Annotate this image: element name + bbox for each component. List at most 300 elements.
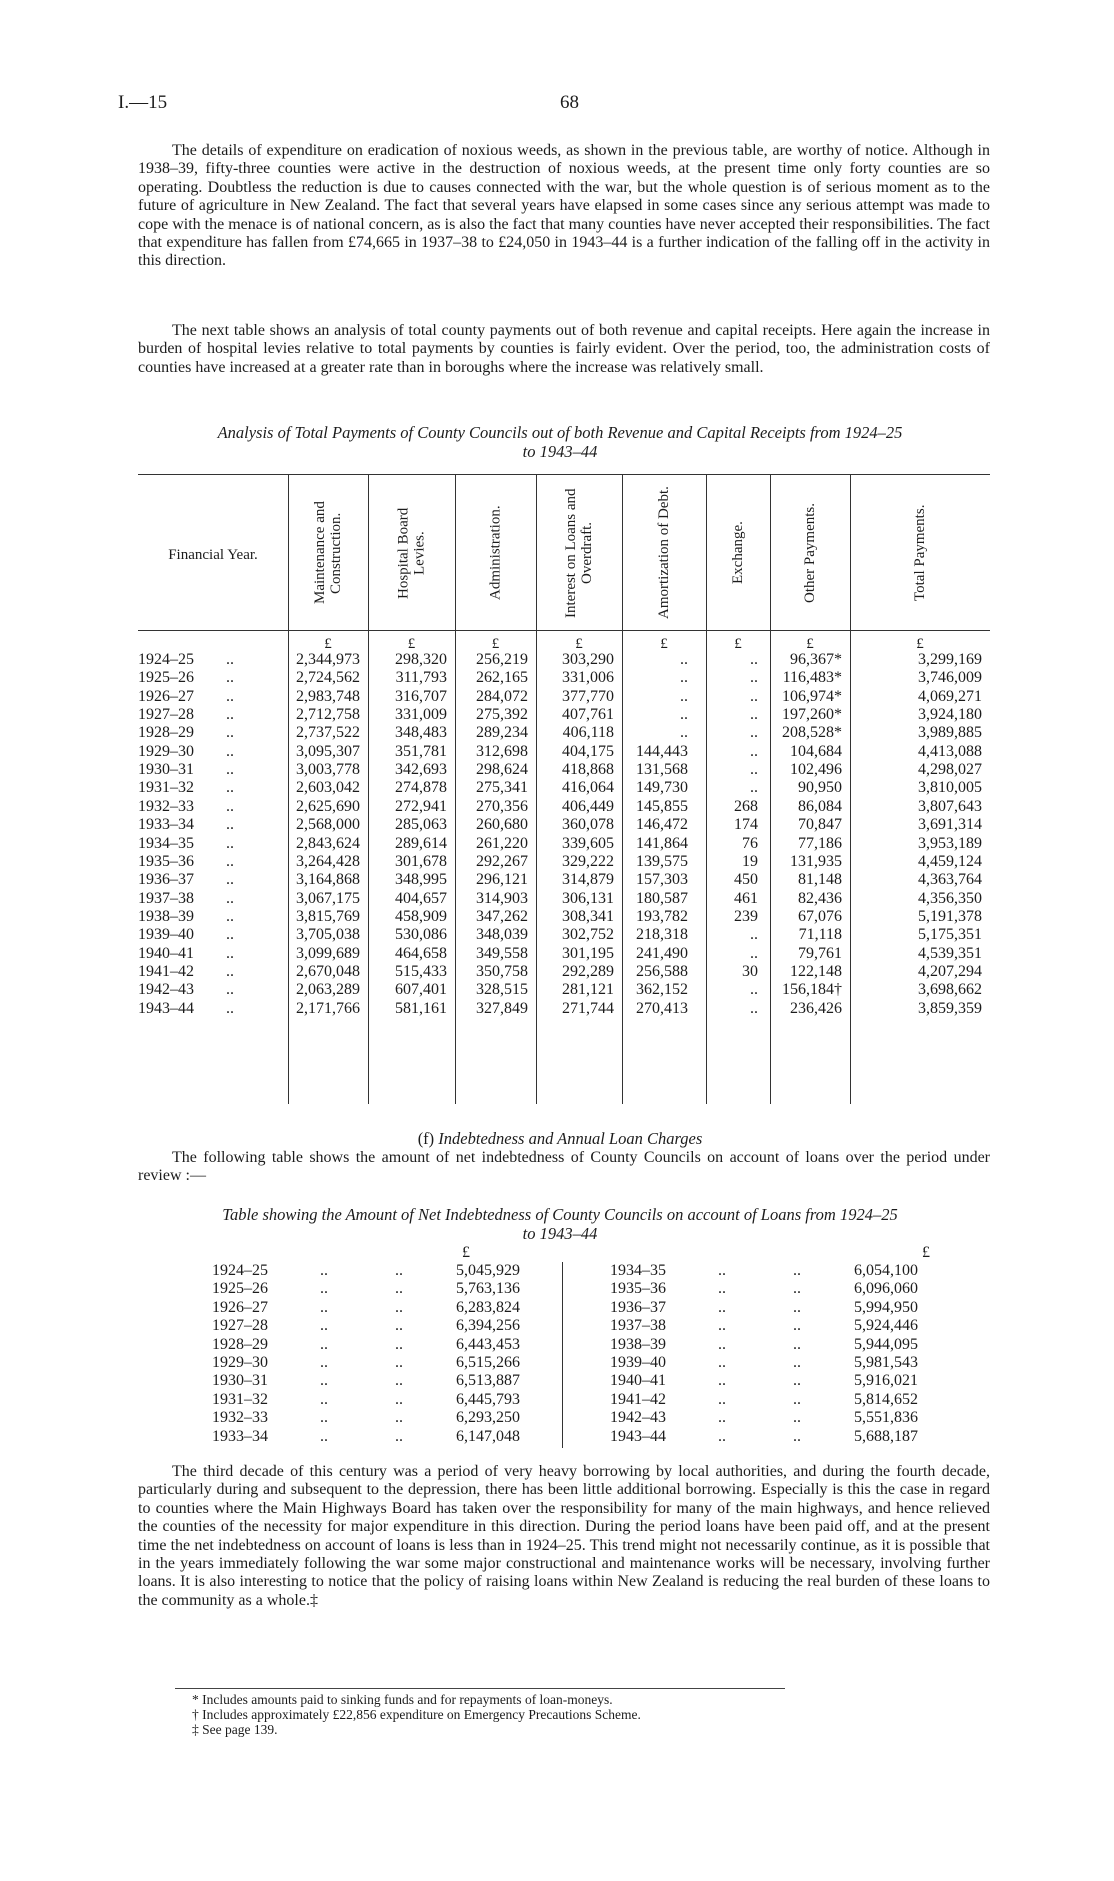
currency-symbol: £	[806, 636, 814, 652]
administration-cell: 275,341	[476, 779, 528, 797]
total-cell: 3,691,314	[918, 816, 982, 834]
leader-dots: ..	[395, 1317, 403, 1335]
loan-amount-cell: 5,688,187	[854, 1427, 918, 1445]
year-cell: 1943–44	[138, 999, 194, 1017]
maintenance-cell: 2,983,748	[296, 687, 360, 705]
amortization-cell: 157,303	[636, 871, 688, 889]
hospital-cell: 342,693	[395, 761, 447, 779]
administration-cell: 275,392	[476, 706, 528, 724]
loan-year-cell: 1930–31	[212, 1372, 268, 1390]
loan-year-cell: 1932–33	[212, 1409, 268, 1427]
interest-cell: 292,289	[562, 962, 614, 980]
hospital-cell: 298,320	[395, 651, 447, 668]
leader-dots: ..	[718, 1280, 726, 1298]
exchange-cell: ..	[750, 687, 758, 705]
amortization-cell: ..	[680, 724, 688, 742]
administration-cell: 349,558	[476, 944, 528, 962]
leader-dots: ..	[226, 742, 234, 760]
exchange-cell: ..	[750, 926, 758, 944]
total-cell: 4,356,350	[918, 889, 982, 907]
maintenance-cell: 2,724,562	[296, 669, 360, 687]
amortization-cell: 270,413	[636, 999, 688, 1017]
administration-cell: 262,165	[476, 669, 528, 687]
administration-cell: 328,515	[476, 981, 528, 999]
currency-symbol: £	[922, 1244, 930, 1261]
total-cell: 3,807,643	[918, 797, 982, 815]
loan-year-cell: 1929–30	[212, 1354, 268, 1371]
administration-cell: 284,072	[476, 687, 528, 705]
interest-cell: 303,290	[562, 651, 614, 668]
administration-cell: 261,220	[476, 834, 528, 852]
loan-year-cell: 1927–28	[212, 1317, 268, 1335]
total-cell: 3,698,662	[918, 981, 982, 999]
exchange-cell: 174	[734, 816, 758, 834]
hospital-cell: 348,483	[395, 724, 447, 742]
administration-cell: 260,680	[476, 816, 528, 834]
total-cell: 4,069,271	[918, 687, 982, 705]
interest-cell: 331,006	[562, 669, 614, 687]
interest-cell: 308,341	[562, 907, 614, 925]
interest-cell: 314,879	[562, 871, 614, 889]
loan-amount-cell: 5,916,021	[854, 1372, 918, 1390]
interest-cell: 302,752	[562, 926, 614, 944]
loan-amount-cell: 6,443,453	[456, 1335, 520, 1353]
leader-dots: ..	[226, 724, 234, 742]
hospital-cell: 311,793	[395, 669, 447, 687]
maintenance-cell: 3,095,307	[296, 742, 360, 760]
currency-symbol: £	[660, 636, 668, 652]
leader-dots: ..	[718, 1262, 726, 1279]
exchange-cell: 268	[734, 797, 758, 815]
section-f-heading	[130, 1129, 990, 1149]
other-cell: 156,184†	[782, 981, 842, 999]
leader-dots: ..	[793, 1262, 801, 1279]
currency-symbol: £	[734, 636, 742, 652]
exchange-cell: ..	[750, 779, 758, 797]
year-cell: 1931–32	[138, 779, 194, 797]
other-cell: 81,148	[798, 871, 842, 889]
exchange-cell: ..	[750, 651, 758, 668]
leader-dots: ..	[793, 1427, 801, 1445]
loan-year-cell: 1924–25	[212, 1262, 268, 1279]
other-cell: 86,084	[798, 797, 842, 815]
leader-dots: ..	[226, 669, 234, 687]
loan-amount-cell: 6,147,048	[456, 1427, 520, 1445]
interest-cell: 404,175	[562, 742, 614, 760]
year-cell: 1929–30	[138, 742, 194, 760]
leader-dots: ..	[718, 1390, 726, 1408]
maintenance-cell: 3,815,769	[296, 907, 360, 925]
leader-dots: ..	[320, 1354, 328, 1371]
amortization-cell: 193,782	[636, 907, 688, 925]
total-cell: 3,810,005	[918, 779, 982, 797]
leader-dots: ..	[320, 1262, 328, 1279]
hospital-cell: 289,614	[395, 834, 447, 852]
total-cell: 3,924,180	[918, 706, 982, 724]
hospital-cell: 404,657	[395, 889, 447, 907]
table1-caption-line2: to 1943–44	[522, 442, 598, 461]
total-cell: 4,459,124	[918, 852, 982, 870]
leader-dots: ..	[226, 816, 234, 834]
exchange-cell: 30	[742, 962, 758, 980]
hospital-cell: 351,781	[395, 742, 447, 760]
loan-amount-cell: 5,045,929	[456, 1262, 520, 1279]
table1-caption-line1: Analysis of Total Payments of County Councils out of both Revenue and Capital Receipts from 1924–25	[217, 423, 903, 442]
loan-amount-cell: 5,944,095	[854, 1335, 918, 1353]
exchange-cell: ..	[750, 981, 758, 999]
amortization-cell: ..	[680, 651, 688, 668]
maintenance-cell: 2,670,048	[296, 962, 360, 980]
administration-cell: 348,039	[476, 926, 528, 944]
loan-amount-cell: 5,924,446	[854, 1317, 918, 1335]
leader-dots: ..	[226, 687, 234, 705]
leader-dots: ..	[793, 1372, 801, 1390]
interest-cell: 418,868	[562, 761, 614, 779]
loan-year-cell: 1926–27	[212, 1298, 268, 1316]
leader-dots: ..	[793, 1409, 801, 1427]
total-cell: 4,298,027	[918, 761, 982, 779]
year-cell: 1924–25	[138, 651, 194, 668]
year-cell: 1925–26	[138, 669, 194, 687]
column-header-interest: Interest on Loans and Overdraft.	[563, 488, 595, 618]
leader-dots: ..	[395, 1298, 403, 1316]
hospital-cell: 301,678	[395, 852, 447, 870]
year-cell: 1927–28	[138, 706, 194, 724]
leader-dots: ..	[226, 834, 234, 852]
loan-year-cell: 1933–34	[212, 1427, 268, 1445]
table1-header-rule	[138, 630, 990, 631]
other-cell: 96,367*	[790, 651, 842, 668]
year-cell: 1939–40	[138, 926, 194, 944]
paragraph-borrowing-decade: The third decade of this century was a period of very heavy borrowing by local authorities, and during the fourth decade, particularly during and subsequent to the depression, there has been little additional borrowing. Especially is this the case in regard to counties where the Main Highways Board has taken over the responsibility for many of the main highways, and hence relieved the counties of the necessity for major expenditure in this direction. During the period loans have been paid off, and at the present time the net indebtedness on account of loans is less than in 1924–25. This trend might not necessarily continue, as it is possible that in the years immediately following the war some major constructional and maintenance works will be necessary, involving further loans. It is also interesting to notice that the policy of raising loans within New Zealand is reducing the real burden of these loans to the community as a whole.‡	[138, 1463, 990, 1609]
leader-dots: ..	[718, 1317, 726, 1335]
leader-dots: ..	[226, 981, 234, 999]
hospital-cell: 331,009	[395, 706, 447, 724]
leader-dots: ..	[718, 1372, 726, 1390]
amortization-cell: 131,568	[636, 761, 688, 779]
hospital-cell: 285,063	[395, 816, 447, 834]
exchange-cell: 76	[742, 834, 758, 852]
other-cell: 90,950	[798, 779, 842, 797]
leader-dots: ..	[226, 962, 234, 980]
total-cell: 3,953,189	[918, 834, 982, 852]
leader-dots: ..	[226, 871, 234, 889]
table2-divider	[562, 1262, 563, 1448]
year-cell: 1942–43	[138, 981, 194, 999]
maintenance-cell: 2,737,522	[296, 724, 360, 742]
leader-dots: ..	[320, 1280, 328, 1298]
leader-dots: ..	[395, 1372, 403, 1390]
maintenance-cell: 3,003,778	[296, 761, 360, 779]
leader-dots: ..	[226, 706, 234, 724]
maintenance-cell: 3,099,689	[296, 944, 360, 962]
administration-cell: 292,267	[476, 852, 528, 870]
interest-cell: 377,770	[562, 687, 614, 705]
column-header-other: Other Payments.	[802, 503, 818, 603]
column-header-maintenance: Maintenance and Construction.	[312, 501, 344, 605]
other-cell: 208,528*	[782, 724, 842, 742]
loan-year-cell: 1938–39	[610, 1335, 666, 1353]
hospital-cell: 316,707	[395, 687, 447, 705]
county-payments-table	[138, 470, 990, 1112]
leader-dots: ..	[226, 651, 234, 668]
leader-dots: ..	[793, 1298, 801, 1316]
leader-dots: ..	[320, 1335, 328, 1353]
financial-year-header: Financial Year.	[168, 547, 258, 563]
leader-dots: ..	[395, 1354, 403, 1371]
loan-year-cell: 1939–40	[610, 1354, 666, 1371]
other-cell: 71,118	[798, 926, 842, 944]
loan-year-cell: 1931–32	[212, 1390, 268, 1408]
loan-year-cell: 1935–36	[610, 1280, 666, 1298]
other-cell: 122,148	[790, 962, 842, 980]
column-header-hospital: Hospital Board Levies.	[395, 507, 428, 599]
loan-year-cell: 1928–29	[212, 1335, 268, 1353]
loan-amount-cell: 6,445,793	[456, 1390, 520, 1408]
loan-year-cell: 1940–41	[610, 1372, 666, 1390]
administration-cell: 289,234	[476, 724, 528, 742]
hospital-cell: 530,086	[395, 926, 447, 944]
currency-symbol: £	[462, 1244, 470, 1261]
total-cell: 3,746,009	[918, 669, 982, 687]
amortization-cell: 218,318	[636, 926, 688, 944]
leader-dots: ..	[395, 1390, 403, 1408]
amortization-cell: 144,443	[636, 742, 688, 760]
loan-amount-cell: 6,513,887	[456, 1372, 520, 1390]
leader-dots: ..	[320, 1390, 328, 1408]
total-cell: 3,299,169	[918, 651, 982, 668]
amortization-cell: 362,152	[636, 981, 688, 999]
amortization-cell: ..	[680, 687, 688, 705]
loan-amount-cell: 5,551,836	[854, 1409, 918, 1427]
year-cell: 1933–34	[138, 816, 194, 834]
exchange-cell: 450	[734, 871, 758, 889]
footnote-see-page: ‡ See page 139.	[192, 1722, 278, 1737]
section-f-label: (f)	[417, 1129, 435, 1148]
table1-top-rule	[138, 474, 990, 475]
administration-cell: 347,262	[476, 907, 528, 925]
leader-dots: ..	[718, 1298, 726, 1316]
exchange-cell: ..	[750, 944, 758, 962]
leader-dots: ..	[793, 1335, 801, 1353]
year-cell: 1941–42	[138, 962, 194, 980]
leader-dots: ..	[793, 1354, 801, 1371]
loan-year-cell: 1936–37	[610, 1298, 666, 1316]
maintenance-cell: 2,063,289	[296, 981, 360, 999]
column-header-exchange: Exchange.	[730, 521, 746, 585]
leader-dots: ..	[226, 852, 234, 870]
loan-amount-cell: 5,763,136	[456, 1280, 520, 1298]
total-cell: 4,363,764	[918, 871, 982, 889]
administration-cell: 314,903	[476, 889, 528, 907]
maintenance-cell: 3,067,175	[296, 889, 360, 907]
leader-dots: ..	[793, 1317, 801, 1335]
other-cell: 116,483*	[782, 669, 842, 687]
year-cell: 1940–41	[138, 944, 194, 962]
leader-dots: ..	[718, 1409, 726, 1427]
leader-dots: ..	[395, 1335, 403, 1353]
leader-dots: ..	[395, 1262, 403, 1279]
table2-caption-line2: to 1943–44	[522, 1224, 598, 1243]
leader-dots: ..	[226, 797, 234, 815]
interest-cell: 406,449	[562, 797, 614, 815]
hospital-cell: 458,909	[395, 907, 447, 925]
hospital-cell: 272,941	[395, 797, 447, 815]
exchange-cell: ..	[750, 724, 758, 742]
leader-dots: ..	[320, 1372, 328, 1390]
other-cell: 79,761	[798, 944, 842, 962]
administration-cell: 350,758	[476, 962, 528, 980]
loan-amount-cell: 6,283,824	[456, 1298, 520, 1316]
footnote-rule	[175, 1688, 785, 1689]
amortization-cell: 141,864	[636, 834, 688, 852]
other-cell: 102,496	[790, 761, 842, 779]
amortization-cell: 146,472	[636, 816, 688, 834]
year-cell: 1926–27	[138, 687, 194, 705]
loan-amount-cell: 6,293,250	[456, 1409, 520, 1427]
leader-dots: ..	[320, 1427, 328, 1445]
other-cell: 106,974*	[782, 687, 842, 705]
interest-cell: 301,195	[562, 944, 614, 962]
section-f-title: Indebtedness and Annual Loan Charges	[438, 1129, 703, 1148]
administration-cell: 327,849	[476, 999, 528, 1017]
hospital-cell: 607,401	[395, 981, 447, 999]
paragraph-county-payments: The next table shows an analysis of total county payments out of both revenue and capital receipts. Here again the increase in burden of hospital levies relative to total payments by counties is fairly evident. Over the period, too, the administration costs of counties have increased at a greater rate than in boroughs where the increase was relatively small.	[138, 322, 990, 376]
loan-amount-cell: 6,054,100	[854, 1262, 918, 1279]
table2-caption	[130, 1205, 990, 1243]
interest-cell: 271,744	[562, 999, 614, 1017]
exchange-cell: ..	[750, 999, 758, 1017]
year-cell: 1937–38	[138, 889, 194, 907]
maintenance-cell: 2,171,766	[296, 999, 360, 1017]
exchange-cell: ..	[750, 742, 758, 760]
footnote-emergency-precautions: † Includes approximately £22,856 expenditure on Emergency Precautions Scheme.	[192, 1707, 641, 1722]
total-cell: 4,207,294	[918, 962, 982, 980]
leader-dots: ..	[718, 1427, 726, 1445]
interest-cell: 306,131	[562, 889, 614, 907]
leader-dots: ..	[226, 761, 234, 779]
leader-dots: ..	[395, 1280, 403, 1298]
total-cell: 5,175,351	[918, 926, 982, 944]
exchange-cell: 461	[734, 889, 758, 907]
maintenance-cell: 2,712,758	[296, 706, 360, 724]
page-number: 68	[560, 92, 579, 113]
exchange-cell: ..	[750, 669, 758, 687]
loan-year-cell: 1943–44	[610, 1427, 666, 1445]
loan-year-cell: 1941–42	[610, 1390, 666, 1408]
column-header-amortization: Amortization of Debt.	[656, 486, 672, 620]
year-cell: 1932–33	[138, 797, 194, 815]
table1-caption	[130, 423, 990, 461]
leader-dots: ..	[320, 1317, 328, 1335]
leader-dots: ..	[395, 1427, 403, 1445]
interest-cell: 406,118	[562, 724, 614, 742]
year-cell: 1936–37	[138, 871, 194, 889]
amortization-cell: 139,575	[636, 852, 688, 870]
total-cell: 5,191,378	[918, 907, 982, 925]
leader-dots: ..	[226, 944, 234, 962]
administration-cell: 270,356	[476, 797, 528, 815]
maintenance-cell: 2,568,000	[296, 816, 360, 834]
leader-dots: ..	[320, 1409, 328, 1427]
maintenance-cell: 2,843,624	[296, 834, 360, 852]
other-cell: 197,260*	[782, 706, 842, 724]
other-cell: 70,847	[798, 816, 842, 834]
amortization-cell: 180,587	[636, 889, 688, 907]
table2-caption-line1: Table showing the Amount of Net Indebtedness of County Councils on account of Loans from 1924–25	[222, 1205, 898, 1224]
leader-dots: ..	[320, 1298, 328, 1316]
maintenance-cell: 2,603,042	[296, 779, 360, 797]
amortization-cell: 149,730	[636, 779, 688, 797]
other-cell: 131,935	[790, 852, 842, 870]
exchange-cell: 239	[734, 907, 758, 925]
report-reference: I.—15	[118, 92, 168, 113]
loan-amount-cell: 5,981,543	[854, 1354, 918, 1371]
leader-dots: ..	[718, 1335, 726, 1353]
amortization-cell: ..	[680, 706, 688, 724]
exchange-cell: 19	[742, 852, 758, 870]
interest-cell: 339,605	[562, 834, 614, 852]
interest-cell: 360,078	[562, 816, 614, 834]
leader-dots: ..	[226, 926, 234, 944]
hospital-cell: 274,878	[395, 779, 447, 797]
other-cell: 77,186	[798, 834, 842, 852]
maintenance-cell: 2,344,973	[296, 651, 360, 668]
loan-amount-cell: 6,096,060	[854, 1280, 918, 1298]
administration-cell: 298,624	[476, 761, 528, 779]
loan-amount-cell: 5,994,950	[854, 1298, 918, 1316]
hospital-cell: 464,658	[395, 944, 447, 962]
maintenance-cell: 3,264,428	[296, 852, 360, 870]
leader-dots: ..	[226, 889, 234, 907]
interest-cell: 281,121	[562, 981, 614, 999]
leader-dots: ..	[395, 1409, 403, 1427]
leader-dots: ..	[226, 907, 234, 925]
administration-cell: 296,121	[476, 871, 528, 889]
year-cell: 1928–29	[138, 724, 194, 742]
maintenance-cell: 3,164,868	[296, 871, 360, 889]
leader-dots: ..	[793, 1280, 801, 1298]
leader-dots: ..	[226, 999, 234, 1017]
column-header-total: Total Payments.	[912, 504, 928, 602]
currency-symbol: £	[324, 636, 332, 652]
loan-amount-cell: 6,394,256	[456, 1317, 520, 1335]
footnote-sinking-funds: * Includes amounts paid to sinking funds and for repayments of loan-moneys.	[192, 1692, 613, 1707]
amortization-cell: ..	[680, 669, 688, 687]
total-cell: 3,989,885	[918, 724, 982, 742]
leader-dots: ..	[718, 1354, 726, 1371]
other-cell: 104,684	[790, 742, 842, 760]
other-cell: 236,426	[790, 999, 842, 1017]
exchange-cell: ..	[750, 706, 758, 724]
currency-symbol: £	[407, 636, 416, 652]
interest-cell: 329,222	[562, 852, 614, 870]
currency-symbol: £	[575, 636, 583, 652]
loan-year-cell: 1937–38	[610, 1317, 666, 1335]
total-cell: 4,539,351	[918, 944, 982, 962]
leader-dots: ..	[226, 779, 234, 797]
amortization-cell: 145,855	[636, 797, 688, 815]
paragraph-indebtedness: The following table shows the amount of net indebtedness of County Councils on account of loans over the period under review :—	[138, 1149, 990, 1185]
interest-cell: 416,064	[562, 779, 614, 797]
interest-cell: 407,761	[562, 706, 614, 724]
maintenance-cell: 3,705,038	[296, 926, 360, 944]
administration-cell: 256,219	[476, 651, 528, 668]
loan-year-cell: 1925–26	[212, 1280, 268, 1298]
hospital-cell: 581,161	[395, 999, 447, 1017]
leader-dots: ..	[793, 1390, 801, 1408]
exchange-cell: ..	[750, 761, 758, 779]
